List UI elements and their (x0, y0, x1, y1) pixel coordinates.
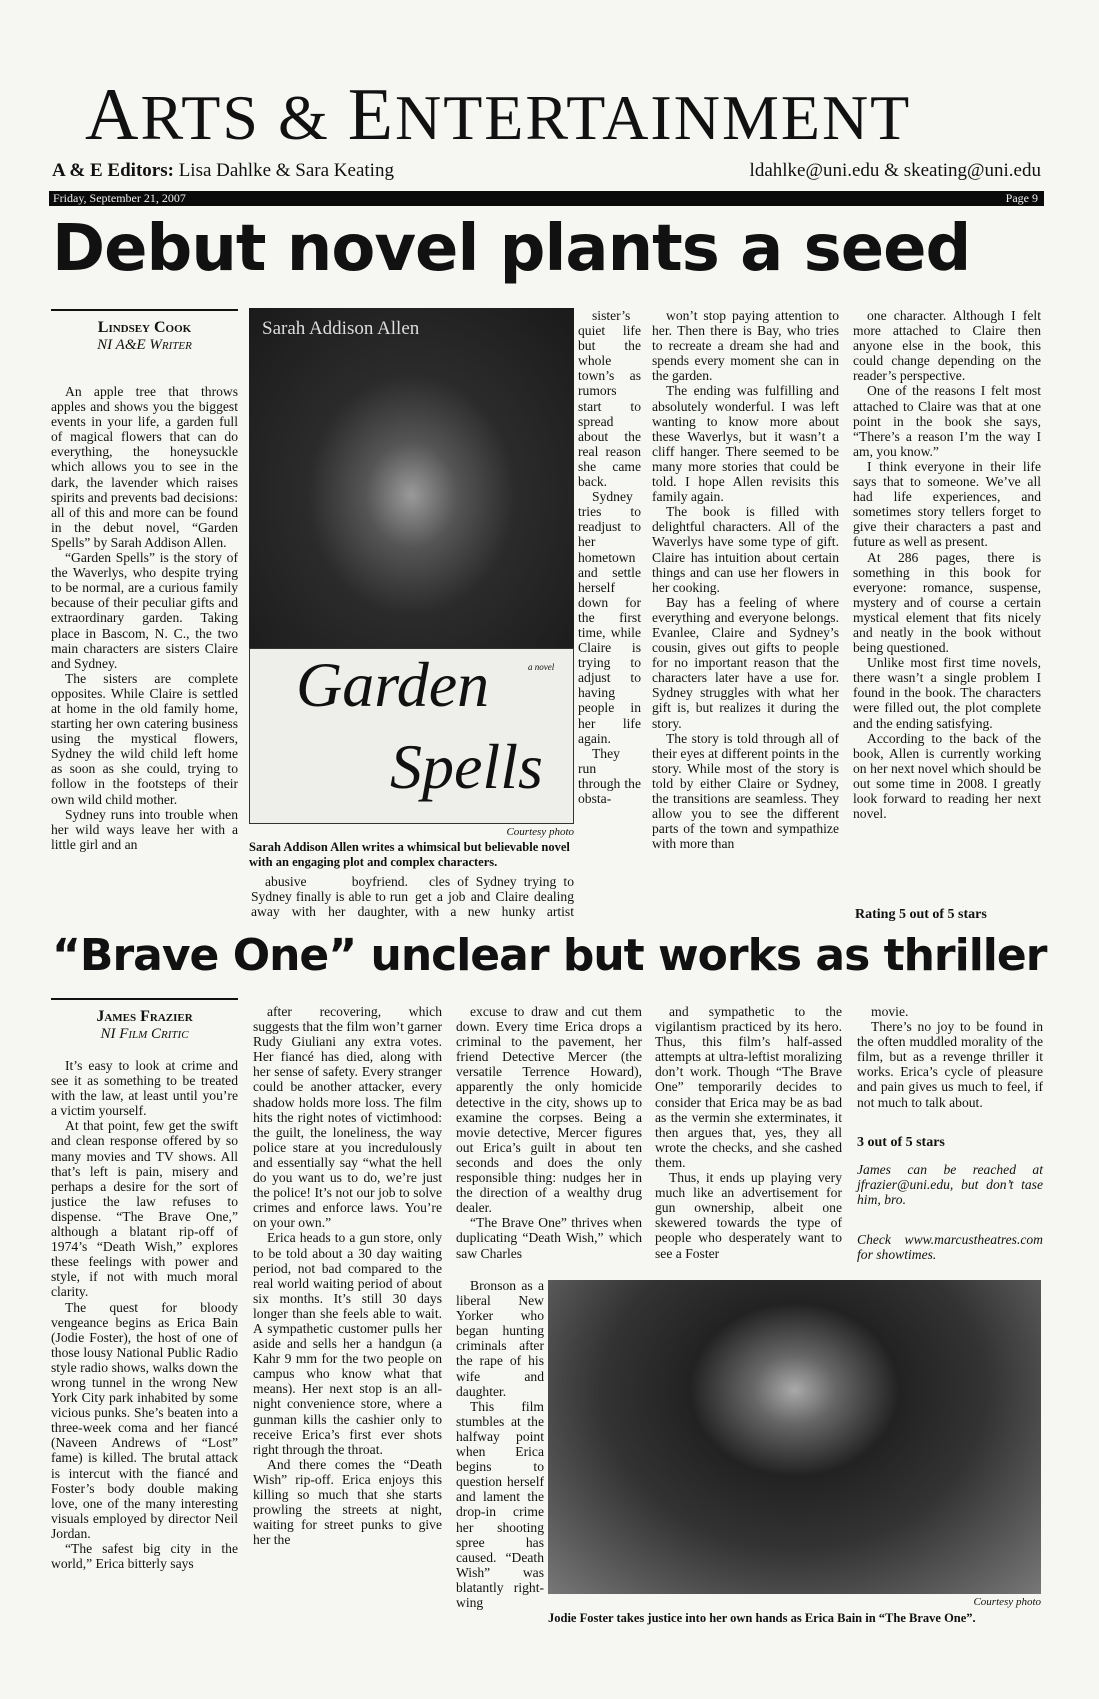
issue-date: Friday, September 21, 2007 (53, 191, 186, 205)
date-bar (49, 191, 1044, 206)
cover-author: Sarah Addison Allen (262, 318, 420, 339)
paragraph: movie. (871, 1004, 909, 1019)
paragraph: This film stumbles at the halfway point when Erica begins to question herself and lament the drop-in crime her shooting spree has caused. “Death Wish” was blatantly right-wing (456, 1398, 544, 1610)
cover-tagline: a novel (528, 662, 555, 672)
article-column (857, 1004, 1043, 1124)
paragraph: At 286 pages, there is something in this book for everyone: romance, suspense, mystery and of course a certain mystical element that fits nicely and neatly in the book without being questioned. (853, 549, 1041, 656)
article-column (415, 874, 574, 920)
paragraph: It’s easy to look at crime and see it as something to be treated with the law, at least until you’re a victim yourself. (51, 1058, 238, 1119)
headline: Debut novel plants a seed (52, 212, 971, 286)
paragraph: Erica heads to a gun store, only to be told about a 30 day waiting period, not bad compared to the real world waiting period of about six months. It’s still 30 days longer than she feels able to wait. A sympathetic customer pulls her aside and sells her a handgun (a Kahr 9 mm for the two people on campus who know what that means). Her next stop is an all-night convenience store, where a gunman kills the cashier only to receive Erica’s first ever shots right through the throat. (253, 1230, 442, 1457)
paragraph: The story is told through all of their eyes at different points in the story. While most of the story is told by either Claire or Sydney, the transitions are seamless. They allow you to see the different parts of the town and sympathize with more than (652, 730, 839, 852)
showtimes-note: Check www.marcustheatres.com for showtimes. (857, 1232, 1043, 1263)
headline: “Brave One” unclear but works as thriller (52, 930, 1047, 981)
paragraph: At that point, few get the swift and clean response offered by so many movies and TV shows. All that’s left is pain, misery and perhaps a desire for the sort of justice the law refuses to dispense. “The Brave One,” although a blatant rip-off of 1974’s “Death Wish,” explores these feelings with power and style, if not with much moral clarity. (51, 1118, 238, 1300)
paragraph: cles of Sydney trying to get a job and Claire dealing with a new hunky artist (415, 874, 574, 920)
section-title (85, 74, 912, 156)
article-column (51, 1058, 238, 1638)
paragraph: They run through the obsta- (578, 745, 641, 806)
title-part: NTERTAINMENT (394, 82, 912, 153)
editors-label: A & E Editors: (52, 160, 174, 181)
photo-caption: Sarah Addison Allen writes a whimsical but believable novel with an engaging plot and complex characters. (249, 840, 570, 869)
author-contact: James can be reached at jfrazier@uni.edu, but don’t tase him, bro. (857, 1162, 1043, 1208)
title-initial: A (85, 74, 141, 156)
article-column (853, 308, 1041, 898)
photo-credit: Courtesy photo (506, 826, 574, 838)
article-column (251, 874, 408, 920)
paragraph: An apple tree that throws apples and shows you the biggest events in your life, a garden full of magical flowers that can do everything, the honeysuckle which allows you to see in the dark, the lavender which raises spirits and prevents bad decisions: all of this and more can be found in the debut novel, “Garden Spells” by Sarah Addison Allen. (51, 384, 238, 550)
paragraph: one character. Although I felt more attached to Claire then anyone else in the book, this could change depending on the reader’s perspective. (853, 308, 1041, 384)
photo-caption: Jodie Foster takes justice into her own hands as Erica Bain in “The Brave One”. (548, 1611, 976, 1625)
author-role: NI Film Critic (100, 1026, 189, 1042)
cover-title: Spells (390, 731, 543, 802)
article-column (253, 1004, 442, 1638)
title-part: RTS & (140, 82, 348, 153)
article-column (655, 1004, 842, 1276)
paragraph: “The safest big city in the world,” Erica bitterly says (51, 1541, 238, 1572)
photo-credit: Courtesy photo (973, 1596, 1041, 1608)
paragraph: Sydney runs into trouble when her wild ways leave her with a little girl and an (51, 806, 238, 852)
paragraph: The sisters are complete opposites. While Claire is settled at home in the old family home, starting her own catering business using the mystical flowers, Sydney the wild child left home as soon as she could, trying to follow in the footsteps of their own wild child mother. (51, 670, 238, 807)
paragraph: “The Brave One” thrives when duplicating “Death Wish,” which saw Charles (456, 1215, 642, 1261)
paragraph: The book is filled with delightful characters. All of the Waverlys have some type of gift. Claire has intuition about certain things and can use her flowers in her cooking. (652, 504, 839, 595)
cover-title: Garden (296, 649, 490, 720)
editors-line (52, 160, 394, 182)
page-number: Page 9 (1005, 191, 1038, 205)
paragraph: after recovering, which suggests that the film won’t garner Rudy Giuliani any extra votes. Her fiancé has died, along with her sense of safety. Every stranger could be another attacker, every shadow holds more loss. The film hits the right notes of victimhood: the guilt, the loneliness, the way police stare at you incredulously and essentially say “what the hell do you want us to do, we’re just the police! It’s not our job to solve crimes and enforce laws. You’re on your own.” (253, 1004, 442, 1231)
paragraph: Unlike most first time novels, there wasn’t a single problem I found in the book. The characters were filled out, the plot complete and the ending satisfying. (853, 655, 1041, 731)
paragraph: And there comes the “Death Wish” rip-off. Erica enjoys this killing so much that she starts prowling the streets at night, waiting for street punks to give her the (253, 1456, 442, 1548)
article-column (51, 384, 238, 914)
paragraph: sister’s quiet life but the whole town’s as rumors start to spread about the real reason she came back. (578, 308, 641, 490)
article-column (456, 1004, 642, 1276)
article-column (578, 308, 641, 920)
paragraph: excuse to draw and cut them down. Every time Erica drops a criminal to the pavement, her friend Detective Mercer (the versatile Terrence Howard), apparently the only homicide detective in the city, shows up to examine the corpses. Being a movie detective, Mercer figures out Erica’s guilt in about ten seconds and does the only responsible thing: nudges her in the direction of a wealthy drug dealer. (456, 1004, 642, 1216)
byline (51, 998, 238, 1043)
paragraph: Bay has a feeling of where everything and everyone belongs. Evanlee, Claire and Sydney’s cousin, gives out gifts to people for no important reason that the characters later have a use for. Sydney struggles with what her gift is, but realizes it during the story. (652, 594, 839, 731)
byline (51, 309, 238, 354)
article-column (456, 1278, 544, 1638)
paragraph: abusive boyfriend. Sydney finally is able to run away with her daughter, (251, 874, 408, 920)
editors-names: Lisa Dahlke & Sara Keating (173, 160, 394, 181)
paragraph: Thus, it ends up playing very much like an advertisement for gun ownership, albeit one skewered towards the type of people who desperately want to see a Foster (655, 1170, 842, 1261)
paragraph: The quest for bloody vengeance begins as Erica Bain (Jodie Foster), the host of one of those lousy National Public Radio style radio shows, walks down the wrong tunnel in the wrong New York City park inhabited by some vicious punks. She’s beaten into a three-week coma and her fiancé (Naveen Andrews of “Lost” fame) is killed. The brutal attack is intercut with the fiancé and Foster’s body double making love, one of the many interesting visuals employed by director Neil Jordan. (51, 1299, 238, 1541)
author-name: James Frazier (96, 1008, 193, 1025)
author-role: NI A&E Writer (97, 337, 192, 353)
article-column (652, 308, 839, 920)
film-still-photo (548, 1280, 1041, 1594)
paragraph: Sydney tries to readjust to her hometown and settle herself down for the first time, while Claire is trying to adjust to having people in her life again. (578, 489, 641, 746)
paragraph: I think everyone in their life says that to someone. We’ve all had life experiences, and sometimes story tellers forget to give their characters a past and future as well as present. (853, 458, 1041, 550)
paragraph: According to the back of the book, Allen is currently working on her next novel which should be out some time in 2008. I greatly look forward to reading her next novel. (853, 730, 1041, 822)
rating: 3 out of 5 stars (857, 1135, 945, 1150)
title-initial: E (347, 74, 395, 156)
paragraph: Bronson as a liberal New Yorker who began hunting criminals after the rape of his wife and daughter. (456, 1278, 544, 1399)
paragraph: The ending was fulfilling and absolutely wonderful. I was left wanting to know more about these Waverlys, but it wasn’t a cliff hanger. There seemed to be many more stories that could be told. I hope Allen revisits this family again. (652, 383, 839, 505)
paragraph: and sympathetic to the vigilantism practiced by its hero. Thus, this film’s half-assed attempts at ultra-leftist moralizing don’t work. Though “The Brave One” temporarily decides to consider that Erica may be as bad as the vermin she exterminates, it then argues that, yes, they all wrote the checks, and she cashed them. (655, 1004, 842, 1170)
rating: Rating 5 out of 5 stars (855, 907, 987, 922)
paragraph: won’t stop paying attention to her. Then there is Bay, who tries to recreate a dream she had and spends every moment she can in the garden. (652, 308, 839, 384)
editors-emails: ldahlke@uni.edu & skeating@uni.edu (749, 160, 1041, 181)
paragraph: One of the reasons I felt most attached to Claire was that at one point in the book she says, “There’s a reason I’m the way I am, you know.” (853, 383, 1041, 459)
author-name: Lindsey Cook (97, 319, 192, 336)
book-cover-photo (249, 308, 574, 648)
paragraph: “Garden Spells” is the story of the Waverlys, who despite trying to be normal, are a curious family because of their peculiar gifts and extraordinary garden. Taking place in Bascom, N. C., the two main characters are sisters Claire and Sydney. (51, 550, 238, 671)
paragraph: There’s no joy to be found in the often muddled morality of the film, but as a revenge thriller it works. Erica’s cycle of pleasure and pain gives us much to feel, if not much to talk about. (857, 1019, 1043, 1110)
